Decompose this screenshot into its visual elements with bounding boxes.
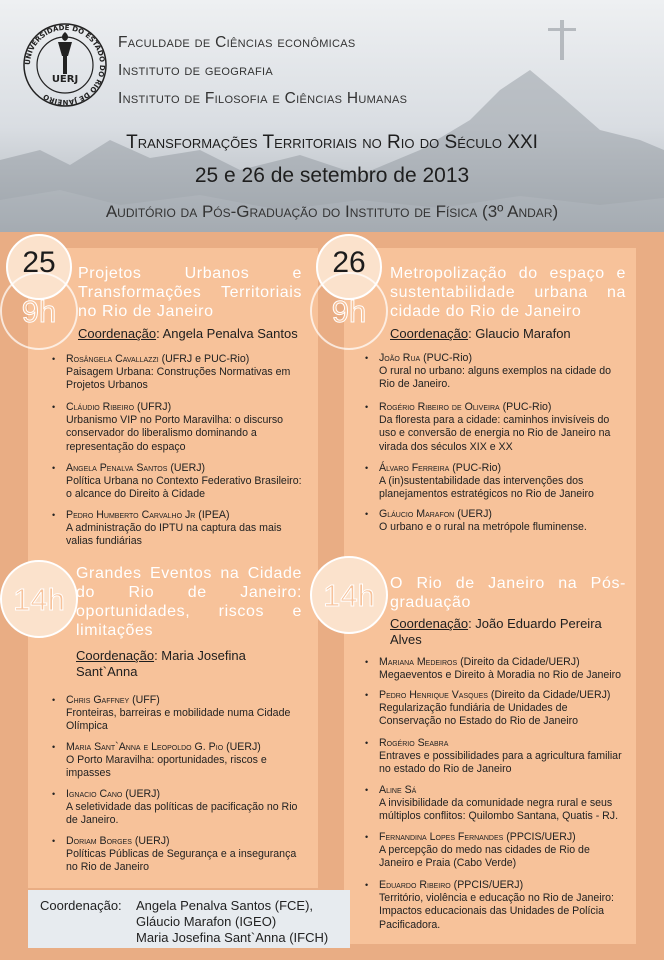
speaker-affiliation: (UFRJ e PUC-Rio)	[158, 353, 250, 365]
speaker-name: Rogério Ribeiro de Oliveira	[379, 401, 500, 413]
coordinator-entry: Maria Josefina Sant`Anna (IFCH)	[136, 930, 329, 945]
talk-item: • Angela Penalva Santos (UERJ) Política Urbana no Contexto Federativo Brasileiro: o alcance do Direito à Cidade	[52, 462, 302, 501]
talk-item: • Rogério Seabra Entraves e possibilidades para a agricultura familiar no estado do Rio de Janeiro	[365, 737, 622, 776]
speaker-name: João Rua	[379, 352, 421, 364]
uerj-seal-logo	[22, 22, 108, 108]
speaker-name: Doriam Borges	[66, 835, 132, 847]
talk-title: A percepção do medo nas cidades de Rio de Janeiro e Praia (Cabo Verde)	[379, 844, 590, 870]
coordinator-name: : João Eduardo Pereira Alves	[390, 616, 602, 647]
session-26-morning-coordination	[390, 326, 626, 342]
day-26-number: 26	[332, 246, 366, 279]
talk-title: Política Urbana no Contexto Federativo Brasileiro: o alcance do Direito à Cidade	[66, 475, 302, 501]
day-25-afternoon-hour: 14h	[13, 582, 65, 617]
coordinator-entry: Gláucio Marafon (IGEO)	[136, 914, 277, 929]
event-venue: Auditório da Pós-Graduação do Instituto de Física (3º Andar)	[105, 202, 559, 221]
general-coordination-label: Coordenação:	[40, 898, 122, 913]
speaker-name: Rogério Seabra	[379, 737, 449, 749]
talk-title: Entraves e possibilidades para a agricultura familiar no estado do Rio de Janeiro	[379, 750, 622, 776]
speaker-affiliation: (UERJ)	[454, 508, 492, 520]
talk-item: • Ignacio Cano (UERJ) A seletividade das políticas de pacificação no Rio de Janeiro.	[52, 788, 298, 827]
session-25-afternoon-title: Grandes Eventos na Cidade do Rio de Janeiro: oportunidades, riscos e limitações	[76, 565, 302, 639]
coordinator-name: : Glaucio Marafon	[468, 326, 571, 341]
talk-title: Da floresta para a cidade: caminhos invisíveis do uso e conversão de energia no Rio de Janeiro na virada dos séculos XIX e XX	[379, 414, 611, 453]
talk-title: Políticas Públicas de Segurança e a insegurança no Rio de Janeiro	[66, 848, 297, 874]
speaker-affiliation: (PUC-Rio)	[449, 462, 502, 474]
speaker-name: Aline Sá	[379, 784, 417, 796]
talk-item: • Fernandina Lopes Fernandes (PPCIS/UERJ) A percepção do medo nas cidades de Rio de Janeiro e Praia (Cabo Verde)	[365, 831, 590, 870]
talk-title: Fronteiras, barreiras e mobilidade numa Cidade Olímpica	[66, 707, 291, 733]
speaker-name: Angela Penalva Santos	[66, 462, 168, 474]
talk-item: • Mariana Medeiros (Direito da Cidade/UERJ) Megaeventos e Direito à Moradia no Rio de Janeiro	[365, 656, 622, 682]
speaker-affiliation: (UFRJ)	[134, 401, 172, 413]
institution-ifch: Instituto de Filosofia e Ciências Humanas	[118, 90, 408, 107]
session-25-morning-coordination	[78, 326, 308, 342]
day-26-morning-hour: 9h	[331, 294, 367, 329]
session-25-morning-title: Projetos Urbanos e Transformações Territoriais no Rio de Janeiro	[78, 265, 302, 320]
coordinator-name: : Angela Penalva Santos	[156, 326, 298, 341]
speaker-name: Álvaro Ferreira	[379, 462, 450, 474]
talk-title: A invisibilidade da comunidade negra rural e seus múltiplos conflitos: Quilombo Santana, Quatis - RJ.	[379, 797, 619, 823]
speaker-affiliation: (PPCIS/UERJ)	[503, 831, 576, 843]
coordination-label: Coordenação	[390, 616, 469, 631]
speaker-affiliation: (UERJ)	[167, 462, 206, 474]
coordination-label: Coordenação	[390, 326, 469, 341]
talk-title: Regularização fundiária de Unidades de Conservação no Estado do Rio de Janeiro	[379, 702, 579, 728]
speaker-name: Pedro Humberto Carvalho Jr	[66, 509, 196, 521]
talk-item: • Rosângela Cavallazzi (UFRJ e PUC-Rio) Paisagem Urbana: Construções Normativas em Projetos Urbanos	[52, 353, 291, 392]
talk-item: • Gláucio Marafon (UERJ) O urbano e o rural na metrópole fluminense.	[365, 508, 587, 534]
coordinator-entry: Angela Penalva Santos (FCE),	[136, 898, 314, 913]
talk-title: O Porto Maravilha: oportunidades, riscos e impasses	[66, 754, 267, 780]
speaker-affiliation: (Direito da Cidade/UERJ)	[487, 689, 611, 701]
day-26-afternoon-hour: 14h	[323, 578, 375, 613]
talk-item: • Álvaro Ferreira (PUC-Rio) A (in)sustentabilidade das intervenções dos planejamentos estratégicos no Rio de Janeiro	[365, 462, 594, 501]
speaker-affiliation: (UERJ)	[131, 835, 170, 847]
speaker-name: Cláudio Ribeiro	[66, 401, 135, 413]
coordinator-name: : Maria Josefina Sant`Anna	[76, 648, 246, 679]
session-26-afternoon-title: O Rio de Janeiro na Pós-graduação	[390, 575, 626, 611]
speaker-affiliation: (UERJ)	[223, 741, 261, 753]
day-25-morning-hour: 9h	[21, 294, 57, 329]
talk-item: • Rogério Ribeiro de Oliveira (PUC-Rio) Da floresta para a cidade: caminhos invisíveis do uso e conversão de energia no Rio de Janeiro na virada dos séculos XIX e XX	[365, 401, 611, 453]
event-title: Transformações Territoriais no Rio do Século XXI	[126, 132, 538, 153]
speaker-name: Pedro Henrique Vasques	[379, 689, 488, 701]
coordination-label: Coordenação	[78, 326, 157, 341]
speaker-affiliation: (IPEA)	[195, 509, 230, 521]
day-25-number: 25	[22, 246, 56, 279]
institution-igeo: Instituto de geografia	[118, 62, 273, 79]
talk-title: Território, violência e educação no Rio de Janeiro: Impactos educacionais das Unidades de Polícia Pacificadora.	[379, 892, 614, 931]
speaker-name: Chris Gaffney	[66, 694, 130, 706]
talk-title: O urbano e o rural na metrópole fluminense.	[379, 521, 587, 534]
talk-item: • Eduardo Ribeiro (PPCIS/UERJ) Território, violência e educação no Rio de Janeiro: Impactos educacionais das Unidades de Polícia Pacificadora.	[365, 879, 614, 931]
talk-item: • João Rua (PUC-Rio) O rural no urbano: alguns exemplos na cidade do Rio de Janeiro.	[365, 352, 612, 391]
talk-item: • Chris Gaffney (UFF) Fronteiras, barreiras e mobilidade numa Cidade Olímpica	[52, 694, 291, 733]
speaker-name: Ignacio Cano	[66, 788, 123, 800]
event-dates: 25 e 26 de setembro de 2013	[194, 164, 470, 187]
talk-title: Megaeventos e Direito à Moradia no Rio de Janeiro	[379, 669, 622, 682]
speaker-affiliation: (PUC-Rio)	[499, 401, 552, 413]
speaker-name: Maria Sant`Anna e Leopoldo G. Pio	[66, 741, 224, 753]
talk-item: • Pedro Henrique Vasques (Direito da Cidade/UERJ) Regularização fundiária de Unidades de Conservação no Estado do Rio de Janeiro	[365, 689, 611, 728]
speaker-name: Eduardo Ribeiro	[379, 879, 451, 891]
header-banner	[0, 0, 664, 232]
talk-item: • Doriam Borges (UERJ) Políticas Públicas de Segurança e a insegurança no Rio de Janeiro	[52, 835, 297, 874]
seal-abbr: UERJ	[51, 74, 79, 85]
talk-title: O rural no urbano: alguns exemplos na cidade do Rio de Janeiro.	[379, 365, 612, 391]
talk-title: A (in)sustentabilidade das intervenções dos planejamentos estratégicos no Rio de Janeiro	[379, 475, 594, 501]
speaker-name: Fernandina Lopes Fernandes	[379, 831, 504, 843]
speaker-affiliation: (PPCIS/UERJ)	[450, 879, 524, 891]
talk-item: • Maria Sant`Anna e Leopoldo G. Pio (UERJ) O Porto Maravilha: oportunidades, riscos e impasses	[52, 741, 267, 780]
session-25-afternoon-coordination	[76, 648, 266, 680]
speaker-affiliation: (UERJ)	[122, 788, 160, 800]
talk-title: Paisagem Urbana: Construções Normativas em Projetos Urbanos	[66, 366, 291, 392]
session-26-morning-title: Metropolização do espaço e sustentabilidade urbana na cidade do Rio de Janeiro	[390, 265, 626, 320]
seal-ring-text: UNIVERSIDADE DO ESTADO DO RIO DE JANEIRO	[23, 23, 107, 107]
talk-item: • Aline Sá A invisibilidade da comunidade negra rural e seus múltiplos conflitos: Quilombo Santana, Quatis - RJ.	[365, 784, 619, 823]
speaker-name: Gláucio Marafon	[379, 508, 455, 520]
talk-item: • Cláudio Ribeiro (UFRJ) Urbanismo VIP no Porto Maravilha: o discurso conservador do liberalismo dominando a representação do espaço	[52, 401, 284, 453]
speaker-affiliation: (PUC-Rio)	[420, 352, 472, 364]
session-26-afternoon-coordination	[390, 616, 626, 648]
speaker-name: Mariana Medeiros	[379, 656, 458, 668]
talk-title: A administração do IPTU na captura das mais valias fundiárias	[66, 522, 282, 548]
coordination-label: Coordenação	[76, 648, 155, 663]
speaker-affiliation: (Direito da Cidade/UERJ)	[457, 656, 580, 668]
speaker-affiliation: (UFF)	[129, 694, 160, 706]
institution-fce: Faculdade de Ciências econômicas	[118, 34, 356, 51]
speaker-name: Rosângela Cavallazzi	[66, 353, 159, 365]
talk-title: Urbanismo VIP no Porto Maravilha: o discurso conservador do liberalismo dominando a representação do espaço	[66, 414, 284, 453]
talk-title: A seletividade das políticas de pacificação no Rio de Janeiro.	[66, 801, 298, 827]
talk-item: • Pedro Humberto Carvalho Jr (IPEA) A administração do IPTU na captura das mais valias fundiárias	[52, 509, 282, 548]
